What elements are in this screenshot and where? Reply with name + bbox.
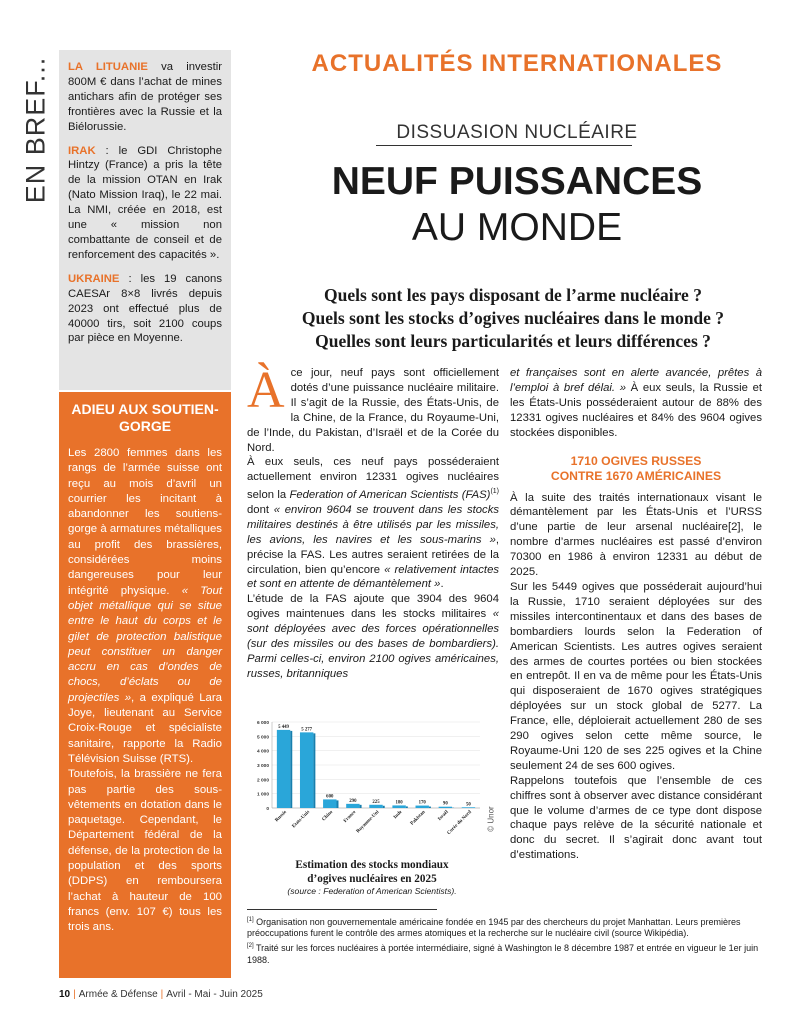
text-run: Les 2800 femmes dans les rangs de l’armée suisse ont reçu au mois d’avril un courrier les incitant à abandonner les soutiens-gorge à armatures métalliques au profit des brassières, considérées moins dangereuses pour leur intégrité physique. — [68, 447, 222, 597]
article-paragraph — [247, 362, 499, 455]
brief-text: : le GDI Christophe Hintzy (France) a pris la tête de la mission OTAN en Irak (Nato Mission Iraq), le 22 mai. La NMI, créée en 2018, est une « mission non combattante de conseil et de renforcement des capacités ». — [68, 144, 222, 261]
y-tick-label: 2 000 — [256, 778, 269, 784]
article-column-1 — [247, 362, 499, 682]
quote: et françaises sont en alerte avancée, prêtes à l’emploi à bref délai. » — [510, 367, 762, 394]
article-paragraph: À la suite des traités internationaux visant le démantèlement par les États-Unis et l’URSS d’une partie de leur arsenal nucléaire[2], le nombre d’armes nucléaires est passé d’environ 70300 en 1986 à environ 12331 au début de 2025. — [510, 491, 762, 579]
category-label: Royaume-Uni — [355, 809, 381, 835]
footnote — [247, 941, 763, 965]
text-run: À eux seuls, ces neuf pays posséderaient actuellement environ 12331 ogives nucléaires selon la — [247, 456, 499, 502]
separator: | — [73, 989, 76, 1000]
bar-side — [360, 805, 362, 808]
brief-keyword: LA LITUANIE — [68, 61, 148, 73]
category-label: Chine — [321, 809, 335, 823]
text-run: L’étude de la FAS ajoute que 3904 des 9604 ogives maintenues dans les stocks militaires — [247, 593, 499, 621]
bar — [323, 799, 336, 808]
section-title: ACTUALITÉS INTERNATIONALES — [311, 50, 723, 77]
kicker: DISSUASION NUCLÉAIRE — [396, 122, 638, 143]
brief-box — [59, 50, 231, 390]
issue-date: Avril - Mai - Juin 2025 — [166, 989, 263, 1000]
category-label: France — [343, 809, 358, 825]
y-tick-label: 0 — [266, 807, 269, 812]
standfirst-line: Quels sont les stocks d’ogives nucléaires dans le monde ? — [301, 308, 725, 328]
chart-credit: © Unor — [486, 806, 496, 832]
bar — [439, 807, 452, 808]
bar-value-label: 5 277 — [301, 727, 313, 733]
bar-value-label: 225 — [372, 799, 380, 805]
bar-side — [290, 731, 292, 808]
article-paragraph — [510, 366, 762, 441]
chart-source: (source : Federation of American Scientists). — [287, 886, 457, 896]
chart-caption-line: Estimation des stocks mondiaux — [295, 859, 449, 871]
bar-side — [429, 807, 431, 808]
quote: « sont déployées avec des forces opérationnelles (sur des missiles ou des bases de bombardiers). Parmi celles-ci, environ 2100 ogives américaines, russes, britanniques — [247, 608, 499, 680]
footnote-text: Traité sur les forces nucléaires à portée intermédiaire, signé à Washington le 8 décembre 1987 et entrée en vigueur le 1er juin 1988. — [247, 943, 759, 965]
separator: | — [160, 989, 164, 1000]
footnote-mark: [1] — [247, 917, 254, 923]
footnote — [247, 915, 763, 939]
standfirst-line: Quelles sont leurs particularités et leurs différences ? — [315, 331, 711, 351]
text-run: ce jour, neuf pays sont officiellement dotés d’une puissance nucléaire militaire. Il s’agit de la Russie, des États-Unis, de la Chine, de la France, du Royaume-Uni, de l’Inde, du Pakistan, d’Israël et de la Corée du Nord. — [247, 367, 499, 454]
organization-name: Federation of American Scientists (FAS) — [289, 489, 491, 502]
y-tick-label: 5 000 — [256, 735, 269, 741]
bar — [300, 732, 313, 808]
article-column-2 — [510, 366, 762, 863]
category-label: Israël — [437, 809, 450, 823]
text-run: dont — [247, 503, 274, 516]
text-run: . — [440, 578, 444, 591]
article-paragraph — [247, 455, 499, 592]
article-paragraph — [247, 592, 499, 681]
headline-light: AU MONDE — [411, 206, 623, 249]
quote: « Tout objet métallique qui se situe entre le haut du corps et le gilet de protection balistique peut constituer un danger accru en cas d’ondes de chocs, d’éclats ou de projectiles » — [68, 584, 222, 704]
bar-value-label: 5 449 — [278, 724, 289, 730]
y-tick-label: 4 000 — [256, 749, 269, 755]
sidebar-article — [59, 392, 231, 978]
page-number: 10 — [59, 989, 71, 1000]
brief-item — [68, 144, 222, 263]
chart-caption — [262, 858, 482, 886]
footnote-ref: (1) — [490, 488, 499, 496]
text-run: , a expliqué Lara Joye, lieutenant au Service Croix-Rouge et spécialiste sanitaire, rapporte la Radio Télévision Suisse (RTS). — [68, 691, 222, 765]
quote: « environ 9604 se trouvent dans les stocks militaires destinés à être utilisés par les missiles, les avions, les navires et les sous-marins » — [247, 503, 499, 546]
bar-value-label: 180 — [395, 800, 403, 806]
magazine-name: Armée & Défense — [78, 989, 158, 1000]
bar-side — [336, 800, 338, 808]
category-label: Pakistan — [409, 809, 427, 827]
standfirst-line: Quels sont les pays disposant de l’arme nucléaire ? — [324, 285, 702, 305]
bar — [462, 807, 475, 808]
category-label: Russie — [274, 809, 288, 824]
sidebar-article-paragraph — [68, 446, 222, 767]
bar-value-label: 170 — [418, 800, 426, 806]
chart-caption-line: d’ogives nucléaires en 2025 — [307, 873, 437, 885]
article-paragraph: Sur les 5449 ogives que posséderait aujourd’hui la Russie, 1710 seraient déployées sur des missiles intercontinentaux et dans des bases de bombardiers lourds selon la Federation of American Scientists. Les autres ogives seraient des armes de courtes portées ou bien stockées en entrepôt. Il en va de même pour les États-Unis qui disposeraient de 1670 ogives stratégiques déployées sur un stock global de 5277. La France, elle, déploierait actuellement 280 de ses 290 ogives selon cette même source, le Royaume-Uni 120 de ses 225 ogives et la Chine seulement 24 de ses 600 ogives. — [510, 580, 762, 772]
page-footer — [59, 989, 263, 1000]
drop-cap: À — [247, 362, 285, 419]
bar-side — [313, 733, 315, 808]
bar-value-label: 90 — [442, 801, 448, 807]
category-label: Etats-Unis — [291, 809, 312, 830]
subheading-line: 1710 OGIVES RUSSES — [570, 453, 702, 468]
footnote-mark: [2] — [247, 943, 254, 950]
brief-keyword: IRAK — [68, 144, 96, 157]
bar-value-label: 290 — [349, 798, 357, 804]
bar-value-label: 600 — [326, 794, 334, 800]
y-tick-label: 6 000 — [256, 721, 269, 726]
brief-text: va investir 800M € dans l’achat de mines antichars afin de protéger ses frontières avec la Russie et la Biélorussie. — [68, 61, 222, 133]
text-run: , précise la FAS. Les autres seraient retirées de la circulation, bien qu’encore — [247, 533, 499, 576]
category-label: Corée du Nord — [446, 809, 473, 837]
bar-side — [406, 806, 408, 808]
brief-text: : les 19 canons CAESAr 8×8 livrés depuis 2023 ont effectué plus de 40000 tirs, soit 2100 coups par pièce en Moyenne. — [68, 272, 222, 345]
standfirst — [244, 284, 782, 353]
sidebar-article-paragraph: Toutefois, la brassière ne fera pas partie des sous-vêtements en dotation dans le paquetage. Cependant, le Département fédéral de la défense, de la protection de la population et des sports (DDPS) en remboursera l’achat à hauteur de 100 francs (env. 107 €) tous les trois ans. — [68, 768, 222, 934]
bar-value-label: 50 — [466, 802, 471, 808]
footnote-rule — [247, 909, 437, 910]
footnotes — [247, 915, 763, 968]
text-run: À eux seuls, la Russie et les États-Unis posséderaient autour de 88% des 12331 ogives nucléaires et 84% des 9604 ogives stockées disponibles. — [510, 381, 762, 439]
category-label: Inde — [393, 809, 404, 821]
bar — [416, 806, 429, 808]
bar — [277, 730, 290, 808]
kicker-underline — [376, 145, 632, 146]
quote: « relativement intactes et sont en attente de démantèlement » — [247, 563, 499, 591]
subheading-line: CONTRE 1670 AMÉRICAINES — [550, 469, 722, 484]
sidebar-article-title: ADIEU AUX SOUTIEN-GORGE — [71, 401, 219, 434]
brief-item — [68, 60, 222, 135]
y-tick-label: 1 000 — [256, 792, 269, 798]
bar — [369, 805, 382, 808]
article-paragraph: Rappelons toutefois que l’ensemble de ces chiffres sont à observer avec distance considérant que le volume d’armes de ce type dont dispose chaque pays relève de la sécurité nationale et donc du secret. Il s’agirait donc avant tout d’estimations. — [510, 774, 762, 862]
headline-bold: NEUF PUISSANCES — [331, 160, 703, 203]
subheading — [510, 454, 762, 485]
y-tick-label: 3 000 — [256, 764, 269, 769]
brief-keyword: UKRAINE — [68, 272, 120, 285]
brief-item — [68, 272, 222, 347]
side-label: EN BREF... — [20, 56, 51, 204]
footnote-text: Organisation non gouvernementale américaine fondée en 1945 par des chercheurs du projet Manhattan. Leurs premières préoccupations furent le contrôle des armes atomiques et la recherche sur le nucléaire civil (source Wikipédia). — [247, 917, 741, 939]
warheads-bar-chart — [250, 716, 486, 844]
bar-side — [383, 806, 385, 808]
bar — [346, 804, 359, 808]
bar — [392, 805, 405, 808]
